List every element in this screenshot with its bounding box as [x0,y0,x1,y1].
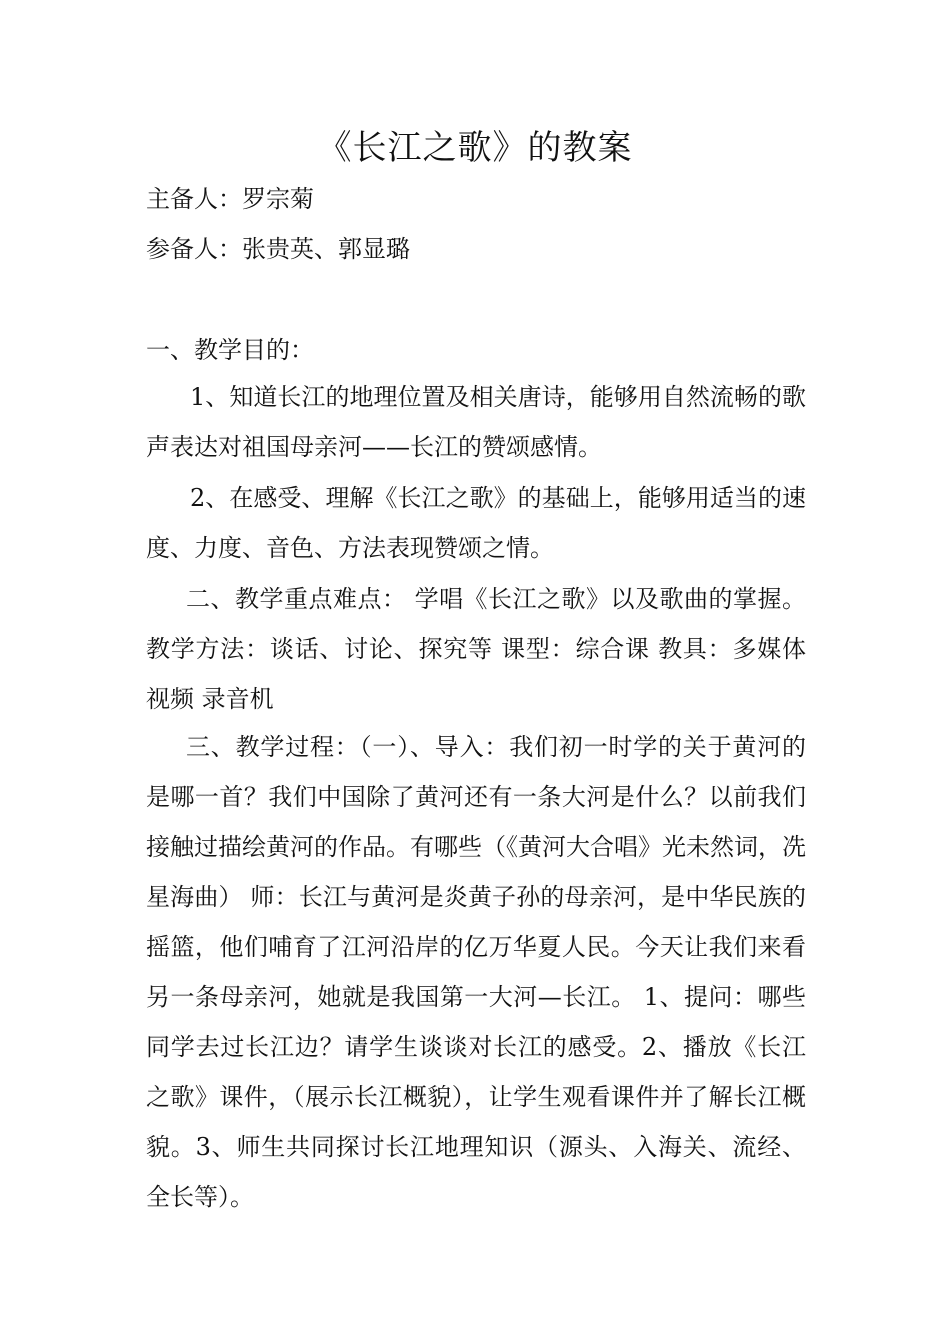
section-one-heading: 一、教学目的： [146,336,314,364]
co-preparers: 参备人：张贵英、郭显璐 [146,235,410,263]
section-three-paragraph [146,722,806,1222]
objective-1-paragraph [146,372,806,472]
section-three-text: 三、教学过程：（一）、导入：我们初一时学的关于黄河的是哪一首？我们中国除了黄河还有一条大河是什么？以前我们接触过描绘黄河的作品。有哪些（《黄河大合唱》光未然词，冼星海曲） 师：长江与黄河是炎黄子孙的母亲河，是中华民族的摇篮，他们哺育了江河沿岸的亿万华夏人民。今天让我们来看另一条母亲河，她就是我国第一大河—长江。 1、提问：哪些同学去过长江边？请学生谈谈对长江的感受。2、播放《长江之歌》课件，（展示长江概貌），让学生观看课件并了解长江概貌。3、师生共同探讨长江地理知识（源头、入海关、流经、全长等）。 [146,733,806,1211]
objective-2-text: 2、在感受、理解《长江之歌》的基础上，能够用适当的速度、力度、音色、方法表现赞颂之情。 [146,484,806,562]
objective-2-paragraph [146,473,806,573]
lead-preparer: 主备人：罗宗菊 [146,185,314,213]
objective-1-text: 1、知道长江的地理位置及相关唐诗，能够用自然流畅的歌声表达对祖国母亲河——长江的赞颂感情。 [146,383,806,461]
document-title: 《长江之歌》的教案 [317,128,633,168]
section-two-paragraph [146,574,806,724]
section-two-text: 二、教学重点难点： 学唱《长江之歌》以及歌曲的掌握。教学方法：谈话、讨论、探究等 课型：综合课 教具：多媒体视频 录音机 [146,585,806,713]
